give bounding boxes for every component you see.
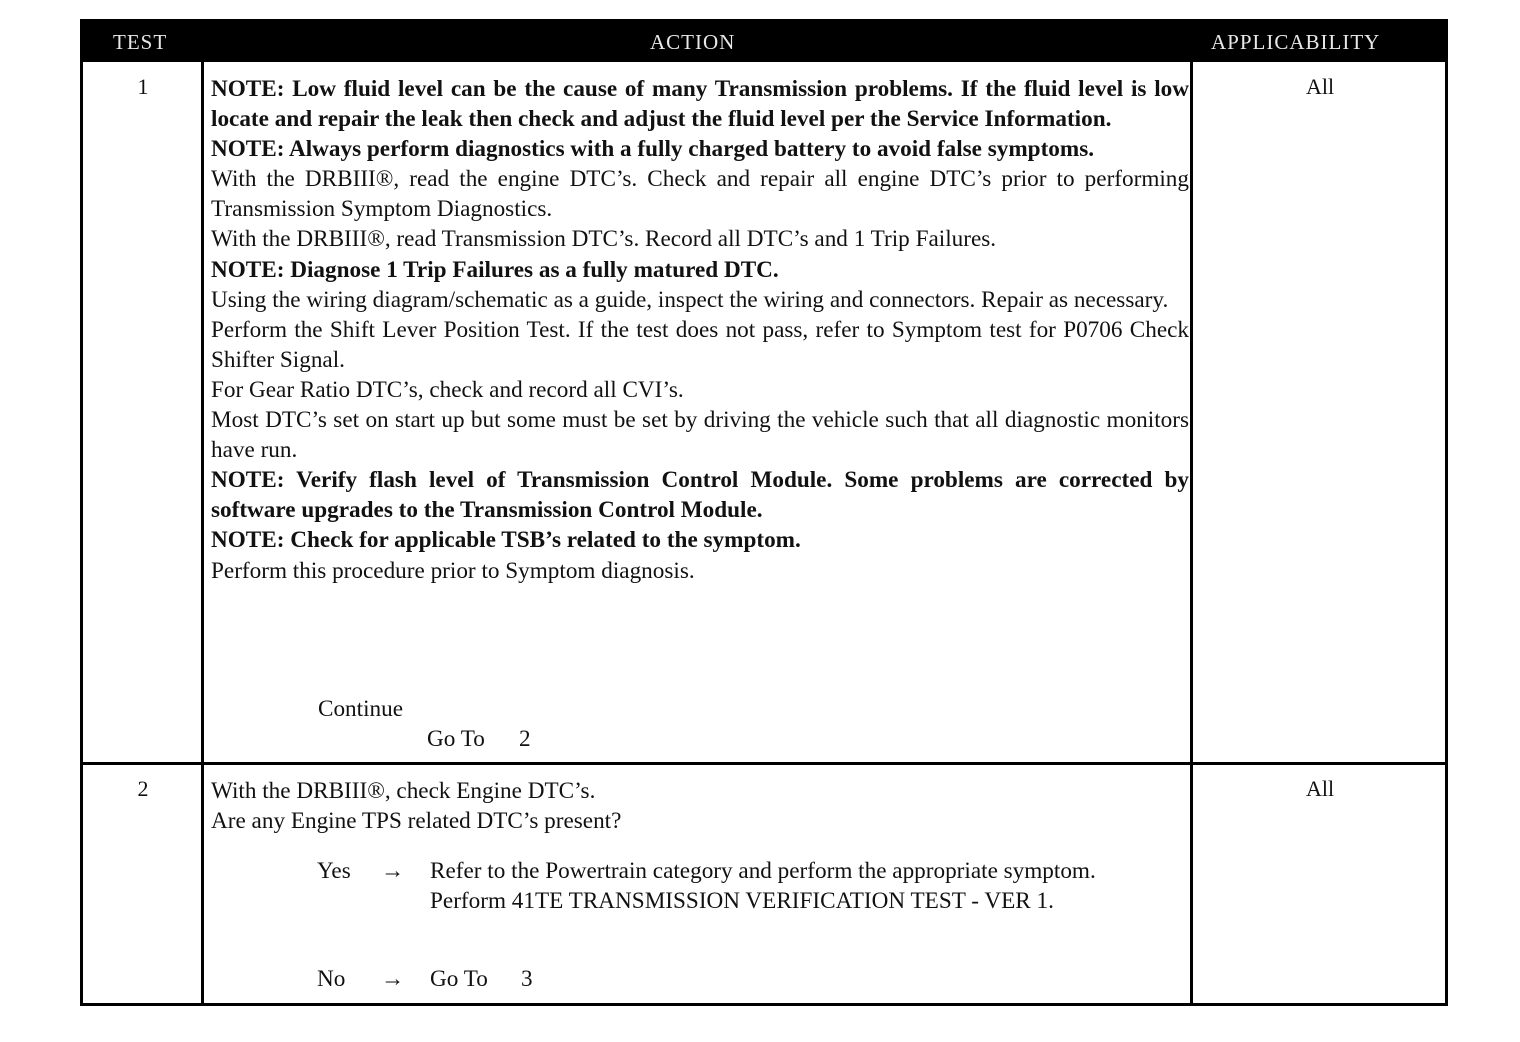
instruction-line: Perform the Shift Lever Position Test. If the test does not pass, refer to Symptom test for P0706 Check Shifter Signal. — [211, 316, 1189, 373]
yes-instruction: Refer to the Powertrain category and perform the appropriate symptom. — [430, 858, 1096, 884]
note-line: NOTE: Diagnose 1 Trip Failures as a fully matured DTC. — [211, 256, 779, 283]
header-test: TEST — [113, 30, 168, 54]
applicability-value: All — [1305, 74, 1335, 99]
applicability-value: All — [1305, 776, 1335, 801]
continue-label: Continue — [318, 696, 404, 722]
instruction-line: Using the wiring diagram/schematic as a guide, inspect the wiring and connectors. Repair as necessary. — [211, 286, 1169, 313]
diagnostic-table — [80, 19, 1448, 1006]
arrow-icon: → — [381, 858, 405, 884]
column-divider — [201, 62, 204, 1003]
yes-label: Yes — [317, 858, 351, 884]
column-divider — [1190, 62, 1193, 1003]
goto-value: 2 — [519, 726, 531, 752]
test-number: 1 — [137, 74, 149, 99]
yes-text — [430, 856, 1184, 916]
goto-label: Go To — [427, 726, 485, 752]
note-line: NOTE: Always perform diagnostics with a fully charged battery to avoid false symptoms. — [211, 136, 1095, 163]
row-divider — [83, 762, 1445, 765]
test-number: 2 — [137, 776, 149, 801]
instruction-line: Perform this procedure prior to Symptom diagnosis. — [211, 557, 695, 584]
note-line: NOTE: Verify flash level of Transmission Control Module. Some problems are corrected by software upgrades to the Transmission Control Module. — [211, 467, 1189, 524]
instruction-line: For Gear Ratio DTC’s, check and record all CVI’s. — [211, 376, 684, 403]
instruction-line: With the DRBIII®, read the engine DTC’s. Check and repair all engine DTC’s prior to performing Transmission Symptom Diagnostics. — [211, 166, 1189, 223]
yes-verification: Perform 41TE TRANSMISSION VERIFICATION TEST - VER 1. — [430, 888, 1054, 914]
action-text-row-2 — [211, 776, 1189, 836]
table-header — [83, 22, 1445, 62]
header-action: ACTION — [650, 30, 736, 54]
arrow-icon: → — [381, 966, 405, 992]
question-line: Are any Engine TPS related DTC’s present? — [211, 808, 622, 835]
no-goto-value: 3 — [521, 966, 533, 992]
instruction-line: With the DRBIII®, check Engine DTC’s. — [211, 778, 596, 804]
no-goto-label: Go To — [430, 966, 488, 992]
instruction-line: Most DTC’s set on start up but some must be set by driving the vehicle such that all diagnostic monitors have run. — [211, 407, 1189, 464]
header-applicability: APPLICABILITY — [1211, 30, 1381, 54]
no-label: No — [317, 966, 346, 992]
action-text-row-1 — [211, 74, 1189, 586]
note-line: NOTE: Low fluid level can be the cause of many Transmission problems. If the fluid level is low locate and repair the leak then check and adjust the fluid level per the Service Information. — [211, 76, 1189, 133]
instruction-line: With the DRBIII®, read Transmission DTC’s. Record all DTC’s and 1 Trip Failures. — [211, 226, 997, 253]
note-line: NOTE: Check for applicable TSB’s related to the symptom. — [211, 527, 801, 554]
